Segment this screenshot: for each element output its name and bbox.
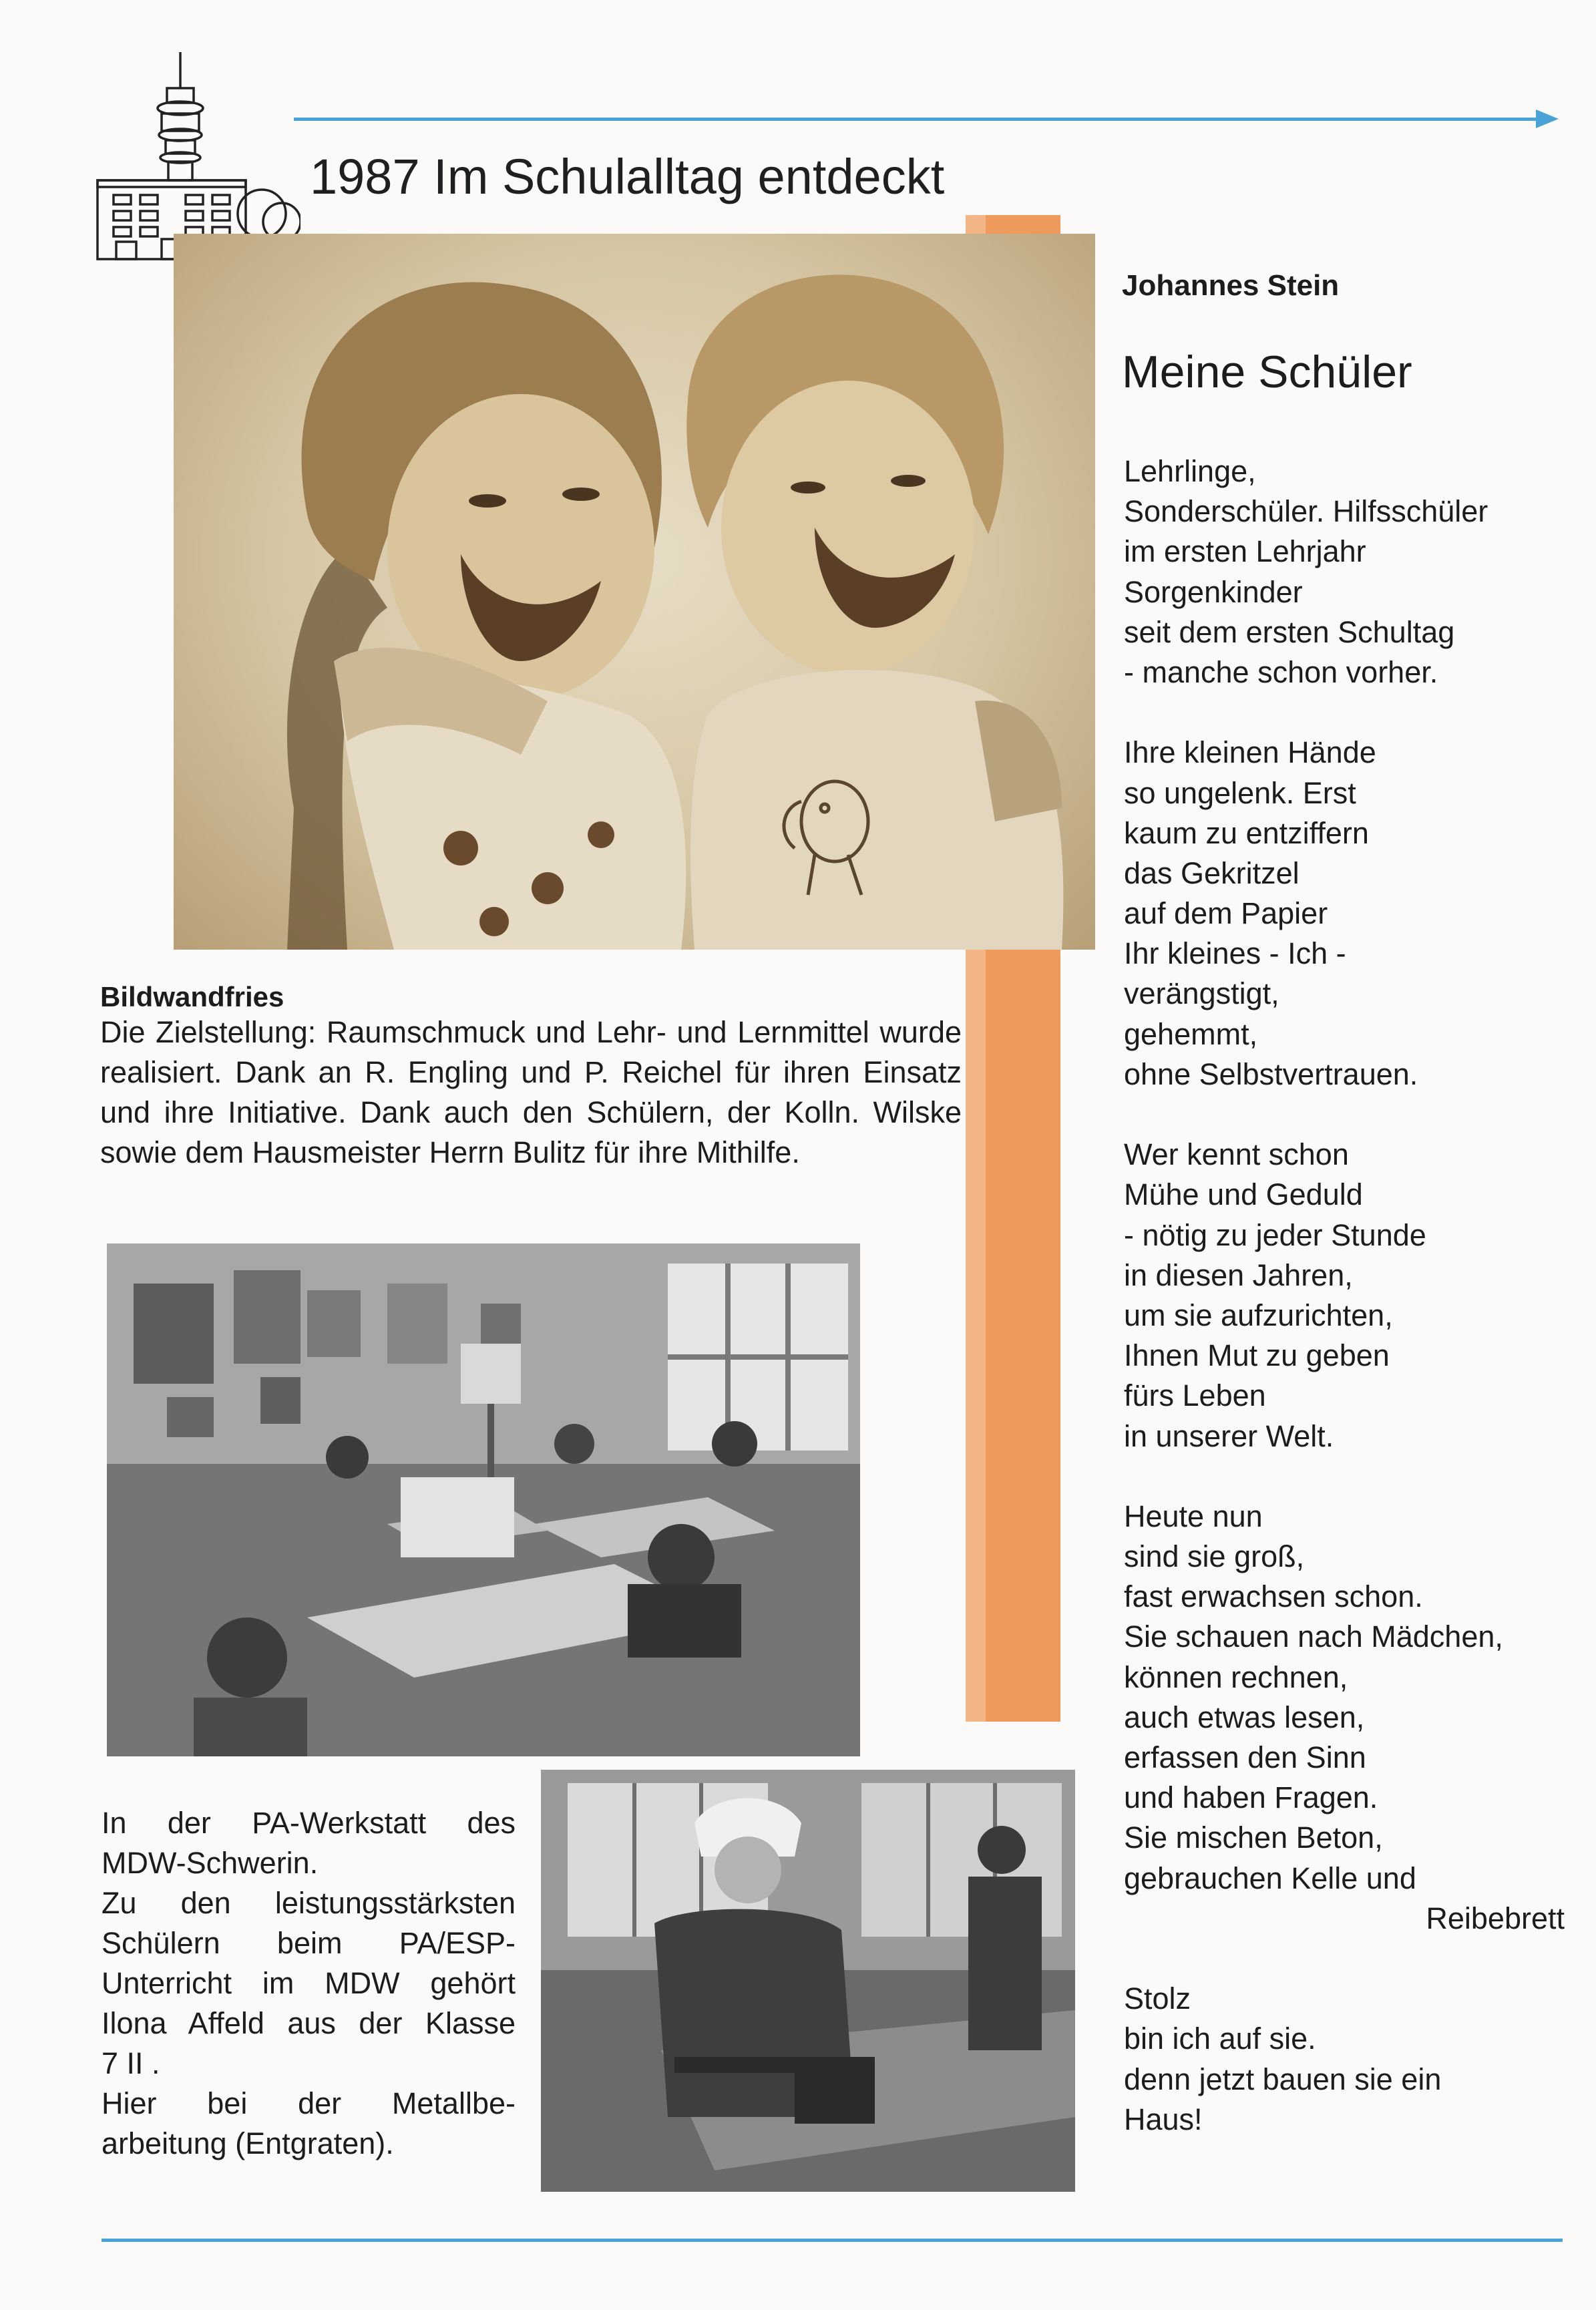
poem-line: Sonderschüler. Hilfsschüler [1124,494,1488,529]
poem-line: - nötig zu jeder Stunde [1124,1217,1426,1252]
poem-line: Stolz [1124,1981,1191,2016]
caption-line: Schülern beim PA/ESP- [102,1926,516,1960]
bottom-divider-line [102,2239,1563,2242]
poem-line: Wer kennt schon [1124,1137,1349,1172]
photo-metal-workshop [541,1770,1075,2192]
section-heading-bildwandfries: Bildwandfries [100,981,284,1012]
poem-line: gebrauchen Kelle und [1124,1861,1416,1895]
poem-line: bin ich auf sie. [1124,2022,1316,2056]
poem-line: können rechnen, [1124,1660,1348,1694]
poem-line: um sie aufzurichten, [1124,1298,1393,1332]
poem-line: verängstigt, [1124,976,1279,1011]
stanza-gap [1124,693,1565,733]
poem-line: gehemmt, [1124,1016,1258,1051]
caption-line: Zu den leistungsstärksten [102,1886,516,1920]
poem-title: Meine Schüler [1122,347,1412,397]
stanza-gap [1124,1939,1565,1979]
poem-line: Mühe und Geduld [1124,1177,1363,1212]
poem-body [1124,451,1565,2140]
poem-line: das Gekritzel [1124,855,1300,890]
poem-line: in diesen Jahren, [1124,1258,1353,1292]
poem-line: Reibebrett [1426,1901,1565,1935]
poem-line: kaum zu entziffern [1124,815,1369,850]
poem-line: Lehrlinge, [1124,454,1256,488]
poem-line: Sie mischen Beton, [1124,1820,1383,1855]
caption-line: MDW-Schwerin. [102,1846,319,1880]
poem-line: denn jetzt bauen sie ein [1124,2062,1442,2096]
poem-line: erfassen den Sinn [1124,1740,1366,1774]
poem-line: fürs Leben [1124,1378,1266,1413]
poem-author: Johannes Stein [1122,269,1340,302]
stanza-gap [1124,1457,1565,1497]
photo-laughing-children [174,234,1095,950]
poem-line: Ihre kleinen Hände [1124,735,1376,770]
poem-line: Haus! [1124,2102,1203,2136]
poem-line: - manche schon vorher. [1124,654,1438,689]
photo-classroom [107,1243,860,1756]
caption-line: arbeitung (Entgraten). [102,2126,394,2160]
poem-line: Sorgenkinder [1124,574,1303,609]
poem-line: Ihr kleines - Ich - [1124,936,1346,971]
poem-line: Sie schauen nach Mädchen, [1124,1619,1503,1654]
poem-line: Ihnen Mut zu geben [1124,1338,1390,1373]
top-divider-line [294,118,1549,121]
section-body-bildwandfries: Die Zielstellung: Raumschmuck und Lehr- und Lernmittel wurde realisiert. Dank an R. Engling und P. Reichel für ihren Einsatz und ihre Initiative. Dank auch den Schülern, der Kolln. Wilske sowie dem Hausmeister Herrn Bulitz für ihre Mithilfe. [100,1015,962,1169]
page-title: 1987 Im Schulalltag entdeckt [310,149,945,204]
arrow-right-icon [1536,110,1559,128]
poem-line: ohne Selbstvertrauen. [1124,1056,1418,1091]
poem-line: fast erwachsen schon. [1124,1579,1423,1614]
poem-line: Heute nun [1124,1499,1263,1533]
workshop-caption [102,1803,516,2164]
poem-line: auf dem Papier [1124,896,1328,931]
caption-line: Ilona Affeld aus der Klasse [102,2006,516,2040]
caption-line: Hier bei der Metallbe- [102,2086,516,2120]
caption-line: 7 II . [102,2046,160,2080]
caption-line: Unterricht im MDW gehört [102,1966,516,2000]
poem-line: so ungelenk. Erst [1124,775,1356,810]
poem-line: und haben Fragen. [1124,1780,1378,1815]
stanza-gap [1124,1095,1565,1135]
poem-line: seit dem ersten Schultag [1124,614,1455,649]
caption-line: In der PA-Werkstatt des [102,1806,516,1840]
poem-line: sind sie groß, [1124,1539,1305,1574]
poem-line: in unserer Welt. [1124,1418,1334,1453]
poem-line: auch etwas lesen, [1124,1700,1365,1734]
poem-line: im ersten Lehrjahr [1124,534,1366,569]
